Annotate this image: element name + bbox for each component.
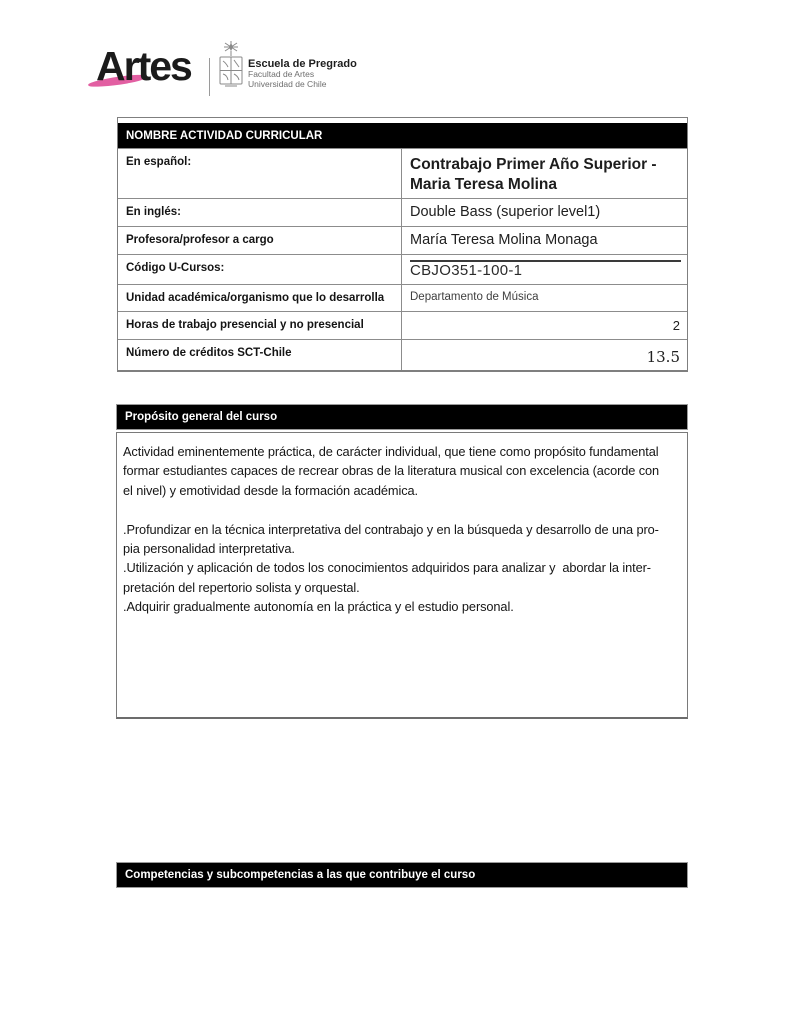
row-label: Horas de trabajo presencial y no presencial	[118, 312, 402, 339]
table-row-ucursos-code	[118, 254, 687, 284]
purpose-line-blank	[123, 500, 681, 519]
row-label: Profesora/profesor a cargo	[118, 227, 402, 254]
row-value: María Teresa Molina Monaga	[410, 231, 598, 248]
institution-line-3: Universidad de Chile	[248, 78, 327, 89]
row-value	[402, 255, 687, 284]
purpose-line: pia personalidad interpretativa.	[123, 541, 295, 557]
institution-line-1: Escuela de Pregrado	[248, 58, 357, 70]
purpose-header-bar: Propósito general del curso	[116, 404, 688, 430]
table-row-academic-unit	[118, 284, 687, 311]
purpose-line: formar estudiantes capaces de recrear obras de la literatura musical con excelencia (acorde con	[123, 463, 660, 479]
purpose-body	[116, 432, 688, 719]
purpose-line: .Adquirir gradualmente autonomía en la práctica y el estudio personal.	[123, 599, 514, 615]
table-row-sct-credits	[118, 339, 687, 370]
table-row-spanish-name	[118, 148, 687, 198]
row-value: 13.5	[646, 347, 680, 366]
table-row-professor	[118, 226, 687, 254]
purpose-line: .Profundizar en la técnica interpretativa del contrabajo y en la búsqueda y desarrollo de una pro-	[123, 521, 659, 537]
ucursos-code-value: CBJO351-100-1	[410, 260, 681, 280]
row-value: 2	[672, 317, 680, 333]
artes-wordmark-wrap	[96, 43, 191, 89]
row-label: En inglés:	[118, 199, 402, 226]
curricular-table	[117, 117, 688, 372]
purpose-line: el nivel) y emotividad desde la formación académica.	[123, 482, 418, 498]
row-value: Contrabajo Primer Año Superior - Maria Teresa Molina	[410, 156, 657, 193]
table-header-bar: NOMBRE ACTIVIDAD CURRICULAR	[118, 123, 687, 148]
logo-divider	[209, 58, 210, 96]
table-row-english-name	[118, 198, 687, 226]
row-label: En español:	[118, 149, 402, 198]
row-value: Double Bass (superior level1)	[410, 203, 601, 220]
purpose-line: .Utilización y aplicación de todos los conocimientos adquiridos para analizar y abordar la inter-	[123, 560, 651, 576]
row-label: Número de créditos SCT-Chile	[118, 340, 402, 370]
institution-name	[248, 58, 357, 89]
table-row-work-hours	[118, 311, 687, 339]
university-crest-icon	[215, 40, 247, 103]
row-label: Código U-Cursos:	[118, 255, 402, 284]
competencies-header-bar: Competencias y subcompetencias a las que contribuye el curso	[116, 862, 688, 888]
institution-line-2: Facultad de Artes	[248, 69, 315, 80]
artes-wordmark: Artes	[96, 43, 191, 89]
row-label: Unidad académica/organismo que lo desarrolla	[118, 285, 402, 311]
row-value: Departamento de Música	[410, 290, 539, 303]
purpose-line: pretación del repertorio solista y orquestal.	[123, 579, 360, 595]
purpose-line: Actividad eminentemente práctica, de carácter individual, que tiene como propósito fundamental	[123, 444, 659, 459]
